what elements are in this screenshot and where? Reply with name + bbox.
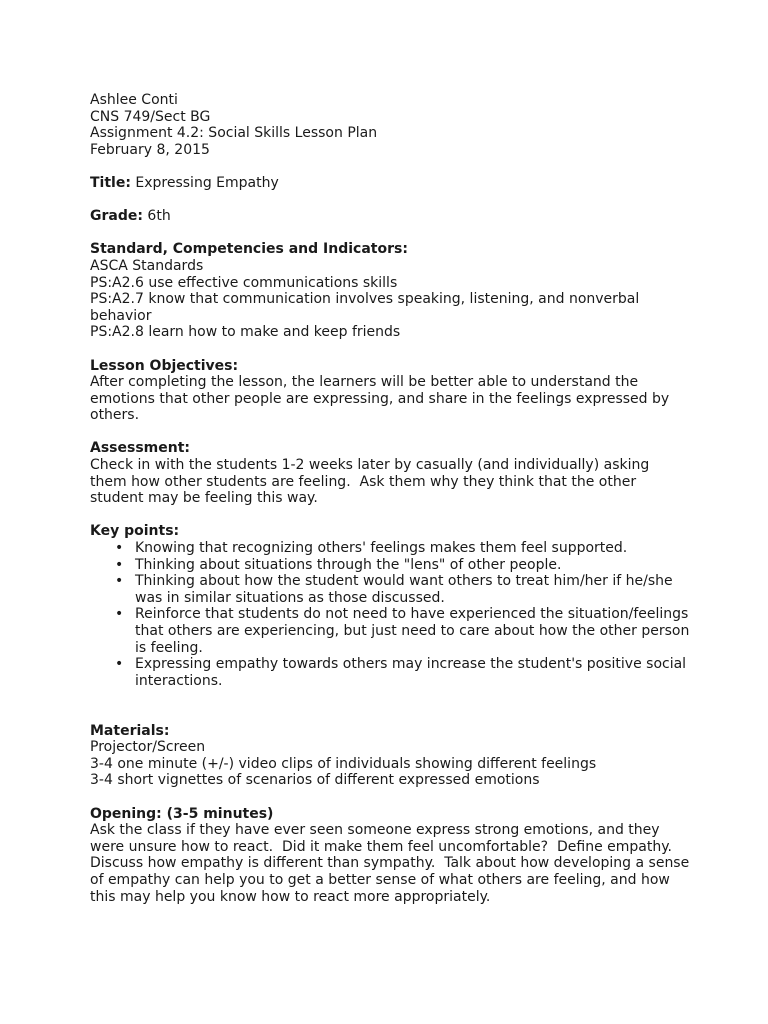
list-item	[115, 540, 690, 557]
standards-line: ASCA Standards	[90, 257, 204, 274]
author-name: Ashlee Conti	[90, 92, 178, 108]
title-label: Title:	[90, 174, 131, 191]
key-points-heading: Key points:	[90, 523, 180, 540]
opening-heading: Opening: (3-5 minutes)	[90, 805, 274, 822]
document-page	[90, 92, 694, 905]
bullet-icon: •	[115, 606, 124, 623]
document-date: February 8, 2015	[90, 141, 210, 158]
bullet-icon: •	[115, 656, 124, 673]
standards-heading: Standard, Competencies and Indicators:	[90, 241, 408, 258]
lesson-title-line	[90, 175, 690, 192]
course-section: CNS 749/Sect BG	[90, 108, 211, 125]
assignment-title: Assignment 4.2: Social Skills Lesson Plan	[90, 125, 378, 142]
assessment-text: Check in with the students 1-2 weeks later by casually (and individually) asking them how other students are feeling. Ask them why they think that the other student may be feeling this way.	[90, 457, 654, 507]
list-item-text: Thinking about how the student would want others to treat him/her if he/she was in similar situations as those discussed.	[135, 573, 673, 606]
materials-line: 3-4 one minute (+/-) video clips of individuals showing different feelings	[90, 755, 597, 772]
materials-line: 3-4 short vignettes of scenarios of different expressed emotions	[90, 772, 540, 789]
standards-line: PS:A2.6 use effective communications skills	[90, 274, 398, 291]
list-item-text: Thinking about situations through the "lens" of other people.	[135, 556, 562, 573]
list-item	[115, 656, 690, 689]
bullet-icon: •	[115, 540, 124, 557]
standards-line: PS:A2.7 know that communication involves speaking, listening, and nonverbal behavior	[90, 291, 644, 324]
list-item	[115, 573, 690, 606]
objectives-heading: Lesson Objectives:	[90, 357, 239, 374]
assessment-heading: Assessment:	[90, 440, 191, 457]
grade-line	[90, 208, 690, 225]
opening-text: Ask the class if they have ever seen someone express strong emotions, and they were unsure how to react. Did it make them feel uncomfortable? Define empathy. Discuss how empathy is different than sympathy. Talk about how developing a sense of empathy can help you to get a better sense of what others are feeling, and how this may help you know how to react more appropriately.	[90, 822, 694, 905]
list-item-text: Reinforce that students do not need to have experienced the situation/feelings that others are experiencing, but just need to care about how the other person is feeling.	[135, 606, 690, 656]
bullet-icon: •	[115, 556, 124, 573]
bullet-icon: •	[115, 573, 124, 590]
objectives-text: After completing the lesson, the learners will be better able to understand the emotions that other people are expressing, and share in the feelings expressed by others.	[90, 374, 674, 424]
standards-line: PS:A2.8 learn how to make and keep friends	[90, 324, 401, 341]
lesson-title: Expressing Empathy	[135, 174, 279, 191]
list-item-text: Expressing empathy towards others may increase the student's positive social interactions.	[135, 656, 687, 689]
materials-line: Projector/Screen	[90, 739, 206, 756]
materials-heading: Materials:	[90, 722, 170, 739]
grade-label: Grade:	[90, 208, 143, 225]
grade-value: 6th	[147, 208, 171, 225]
list-item	[115, 556, 690, 574]
key-points-list	[90, 540, 690, 689]
list-item-text: Knowing that recognizing others' feelings makes them feel supported.	[135, 540, 628, 557]
list-item	[115, 606, 690, 656]
